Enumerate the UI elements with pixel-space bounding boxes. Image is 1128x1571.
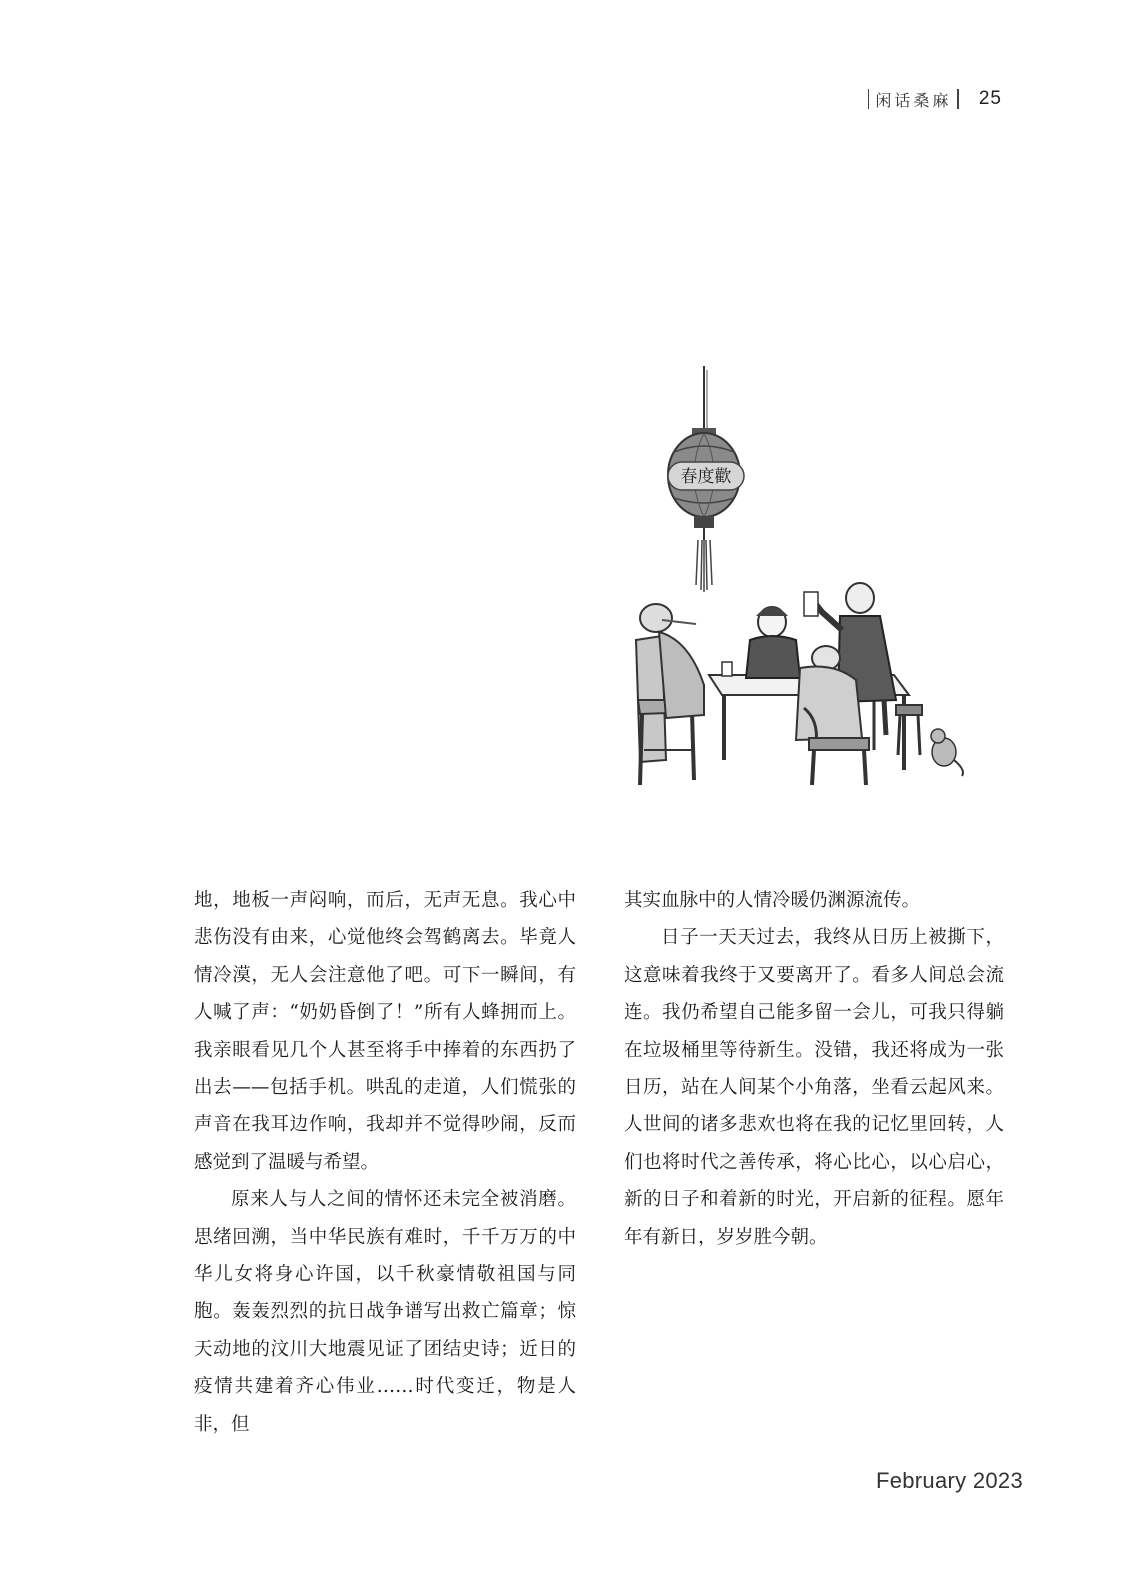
paragraph: 日子一天天过去，我终从日历上被撕下，这意味着我终于又要离开了。看多人间总会流连。我仍希望自己能多留一会儿，可我只得躺在垃圾桶里等待新生。没错，我还将成为一张日历，站在人间某个小角落，坐看云起风来。人世间的诸多悲欢也将在我的记忆里回转，人们也将时代之善传承，将心比心，以心启心，新的日子和着新的时光，开启新的征程。愿年年有新日，岁岁胜今朝。 (624, 927, 1004, 1248)
header-divider-left (868, 89, 870, 109)
issue-year: 2023 (972, 1468, 1024, 1493)
issue-date (876, 1468, 1023, 1494)
issue-month: February (876, 1468, 967, 1493)
header-divider-right (957, 89, 959, 109)
lantern-text: 春度歡 (680, 467, 732, 487)
paragraph: 其实血脉中的人情冷暖仍渊源流传。 (624, 890, 921, 911)
running-header (862, 86, 1002, 112)
paragraph: 地，地板一声闷响，而后，无声无息。我心中悲伤没有由来，心觉他终会驾鹤离去。毕竟人情冷漠，无人会注意他了吧。可下一瞬间，有人喊了声：“奶奶昏倒了！”所有人蜂拥而上。我亲眼看见几个人甚至将手中捧着的东西扔了出去——包括手机。哄乱的走道，人们慌张的声音在我耳边作响，我却并不觉得吵闹，反而感觉到了温暖与希望。 (194, 890, 576, 1173)
ink-illustration (604, 340, 982, 810)
paragraph: 原来人与人之间的情怀还未完全被消磨。思绪回溯，当中华民族有难时，千千万万的中华儿女将身心许国，以千秋豪情敬祖国与同胞。轰轰烈烈的抗日战争谱写出救亡篇章；惊天动地的汶川大地震见证了团结史诗；近日的疫情共建着齐心伟业……时代变迁，物是人非，但 (194, 1189, 576, 1435)
cat (931, 729, 963, 776)
seated-elder-left (636, 604, 704, 785)
lantern (668, 428, 744, 592)
section-title: 闲话桑麻 (875, 90, 952, 110)
right-column (624, 882, 1004, 1256)
smiling-woman (746, 607, 800, 678)
left-column (194, 882, 576, 1443)
page-number: 25 (978, 88, 1002, 109)
